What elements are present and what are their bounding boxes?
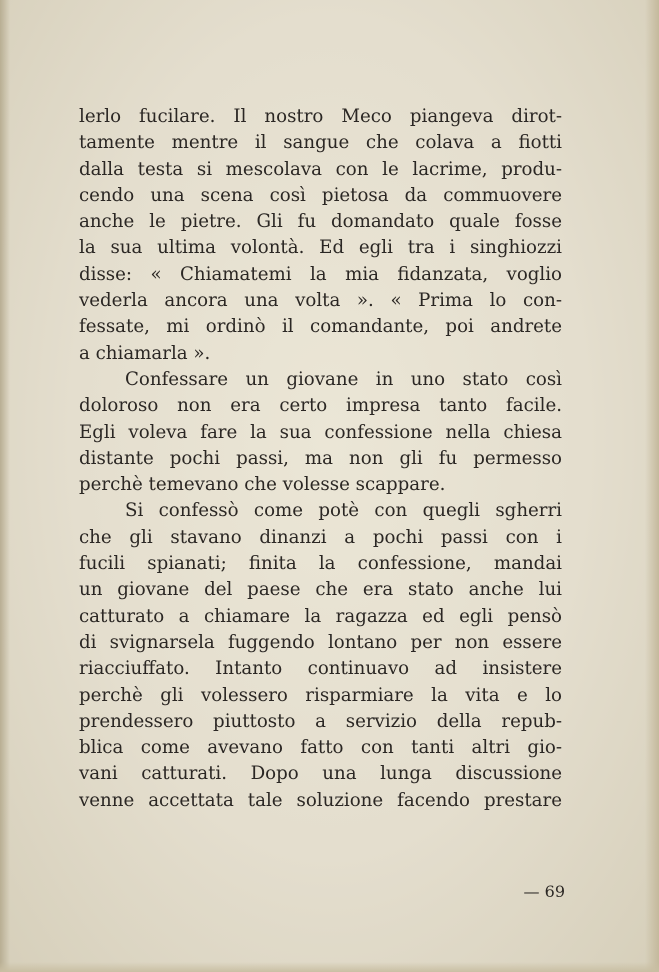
text-line: tamente mentre il sangue che colava a fiotti bbox=[79, 132, 562, 154]
page-edge-right bbox=[645, 0, 659, 972]
text-line: fessate, mi ordinò il comandante, poi andrete bbox=[79, 316, 562, 338]
text-line: perchè gli volessero risparmiare la vita e lo bbox=[79, 684, 562, 706]
text-line: a chiamarla ». bbox=[79, 342, 211, 364]
page-edge-left bbox=[0, 0, 10, 972]
text-line: blica come avevano fatto con tanti altri gio- bbox=[79, 737, 562, 759]
text-line: anche le pietre. Gli fu domandato quale fosse bbox=[79, 211, 562, 233]
text-line: riacciuffato. Intanto continuavo ad insistere bbox=[79, 658, 562, 680]
text-line: la sua ultima volontà. Ed egli tra i singhiozzi bbox=[79, 237, 562, 259]
text-line: vederla ancora una volta ». « Prima lo con- bbox=[79, 290, 562, 312]
page-edge-bottom bbox=[0, 962, 659, 972]
text-line: Confessare un giovane in uno stato così bbox=[125, 368, 562, 390]
text-line: fucili spianati; finita la confessione, mandai bbox=[79, 553, 562, 575]
text-line: che gli stavano dinanzi a pochi passi con i bbox=[79, 526, 562, 548]
text-line: perchè temevano che volesse scappare. bbox=[79, 474, 446, 496]
text-line: Egli voleva fare la sua confessione nella chiesa bbox=[79, 421, 562, 443]
text-line: venne accettata tale soluzione facendo prestare bbox=[79, 789, 562, 811]
text-line: Si confessò come potè con quegli sgherri bbox=[125, 500, 562, 522]
text-line: disse: « Chiamatemi la mia fidanzata, voglio bbox=[79, 263, 562, 285]
text-line: dalla testa si mescolava con le lacrime, produ- bbox=[79, 158, 562, 180]
text-line: prendessero piuttosto a servizio della repub- bbox=[79, 710, 562, 732]
text-line: distante pochi passi, ma non gli fu permesso bbox=[79, 447, 562, 469]
text-line: vani catturati. Dopo una lunga discussione bbox=[79, 763, 562, 785]
text-line: di svignarsela fuggendo lontano per non essere bbox=[79, 631, 562, 653]
page-number: — 69 bbox=[523, 882, 565, 901]
body-text bbox=[79, 104, 562, 814]
text-line: doloroso non era certo impresa tanto facile. bbox=[79, 395, 562, 417]
text-line: cendo una scena così pietosa da commuovere bbox=[79, 184, 562, 206]
text-line: catturato a chiamare la ragazza ed egli pensò bbox=[79, 605, 562, 627]
text-line: un giovane del paese che era stato anche lui bbox=[79, 579, 562, 601]
text-line: lerlo fucilare. Il nostro Meco piangeva dirot- bbox=[79, 106, 562, 127]
